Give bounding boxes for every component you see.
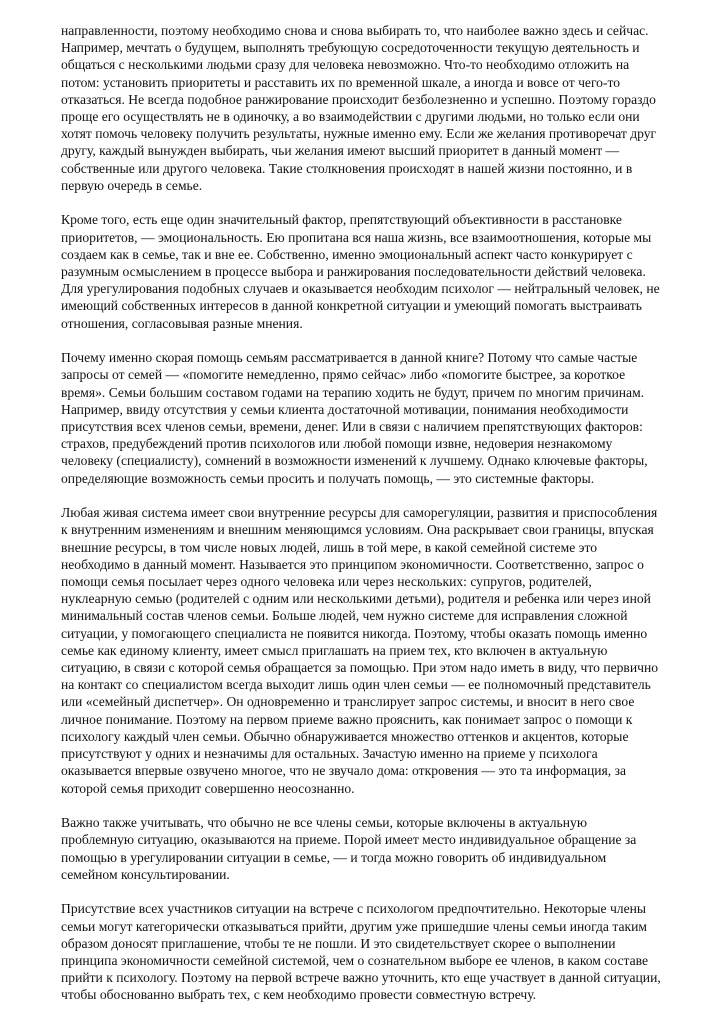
paragraph-1: направленности, поэтому необходимо снова и снова выбирать то, что наиболее важно здесь и сейчас. Например, мечтать о будущем, выполнять требующую сосредоточенности текущую деятельность и общаться с несколькими людьми сразу для человека невозможно. Что-то необходимо отложить на потом: установить приоритеты и расставить их по временной шкале, а иногда и вовсе от чего-то отказаться. Не всегда подобное ранжирование происходит безболезненно и успешно. Поэтому гораздо проще его осуществлять не в одиночку, а во взаимодействии с другими людьми, но только если они хотят помочь человеку получить результаты, нужные именно ему. Если же желания противоречат друг другу, каждый вынужден выбирать, чьи желания имеют высший приоритет в данный момент — собственные или другого человека. Такие столкновения происходят в нашей жизни постоянно, и в первую очередь в семье. — [61, 23, 657, 193]
paragraph-5: Важно также учитывать, что обычно не все члены семьи, которые включены в актуальную проблемную ситуацию, оказываются на приеме. Порой имеет место индивидуальное обращение за помощью в урегулировании ситуации в семье, — и тогда можно говорить об индивидуальном семейном консультировании. — [61, 815, 637, 882]
paragraph-2: Кроме того, есть еще один значительный фактор, препятствующий объективности в расстановке приоритетов, — эмоциональность. Ею пропитана вся наша жизнь, все взаимоотношения, которые мы создаем как в семье, так и вне ее. Собственно, именно эмоциональный аспект часто конкурирует с разумным осмыслением в процессе выбора и ранжирования последовательности действий человека. Для урегулирования подобных случаев и оказывается необходим психолог — нейтральный человек, не имеющий собственных интересов в данной конкретной ситуации и умеющий помогать выстраивать отношения, согласовывая разные мнения. — [61, 212, 660, 331]
document-page — [61, 22, 661, 1021]
paragraph-3: Почему именно скорая помощь семьям рассматривается в данной книге? Потому что самые частые запросы от семей — «помогите немедленно, прямо сейчас» либо «помогите быстрее, за короткое время». Семьи большим составом годами на терапию ходить не будут, причем по многим причинам. Например, ввиду отсутствия у семьи клиента достаточной мотивации, понимания необходимости присутствия всех членов семьи, времени, денег. Или в связи с наличием препятствующих факторов: страхов, предубеждений против психологов или любой помощи извне, недоверия незнакомому человеку (специалисту), сомнений в возможности изменений к лучшему. Однако ключевые факторы, определяющие возможность семьи просить и получать помощь, — это системные факторы. — [61, 350, 648, 486]
paragraph-6: Присутствие всех участников ситуации на встрече с психологом предпочтительно. Некоторые члены семьи могут категорически отказываться прийти, другим уже пришедшие члены семьи иногда таким образом доносят приглашение, чтобы те не пошли. И это свидетельствует скорее о выполнении принципа экономичности семейной системой, чем о сознательном выборе ее членов, в каком составе прийти к психологу. Поэтому на первой встрече важно уточнить, кто еще участвует в данной ситуации, чтобы обоснованно выбрать тех, с кем необходимо провести совместную встречу. — [61, 901, 661, 1003]
paragraph-4: Любая живая система имеет свои внутренние ресурсы для саморегуляции, развития и приспособления к внутренним изменениям и внешним меняющимся условиям. Она раскрывает свои границы, впуская внешние ресурсы, в том числе новых людей, лишь в той мере, в какой семейной системе это необходимо в данный момент. Называется это принципом экономичности. Соответственно, запрос о помощи семья посылает через одного человека или через нескольких: супругов, родителей, нуклеарную семью (родителей с одним или несколькими детьми), родителя и ребенка или через иной минимальный состав членов семьи. Больше людей, чем нужно системе для исправления сложной ситуации, у помогающего специалиста не появится никогда. Поэтому, чтобы оказать помощь именно семье как единому клиенту, имеет смысл приглашать на прием тех, кто включен в актуальную ситуацию, в связи с которой семья обращается за помощью. При этом надо иметь в виду, что первично на контакт со специалистом всегда выходит лишь один член семьи — ее полномочный представитель или «семейный диспетчер». Он одновременно и транслирует запрос системы, и вносит в него свое личное понимание. Поэтому на первом приеме важно прояснить, как понимает запрос о помощи к психологу каждый член семьи. Обычно обнаруживается множество оттенков и акцентов, которые присутствуют у одних и незначимы для остальных. Зачастую именно на приеме у психолога оказывается впервые озвучено многое, что не звучало дома: откровения — это та информация, за которой семья приходит совершенно неосознанно. — [61, 505, 659, 796]
